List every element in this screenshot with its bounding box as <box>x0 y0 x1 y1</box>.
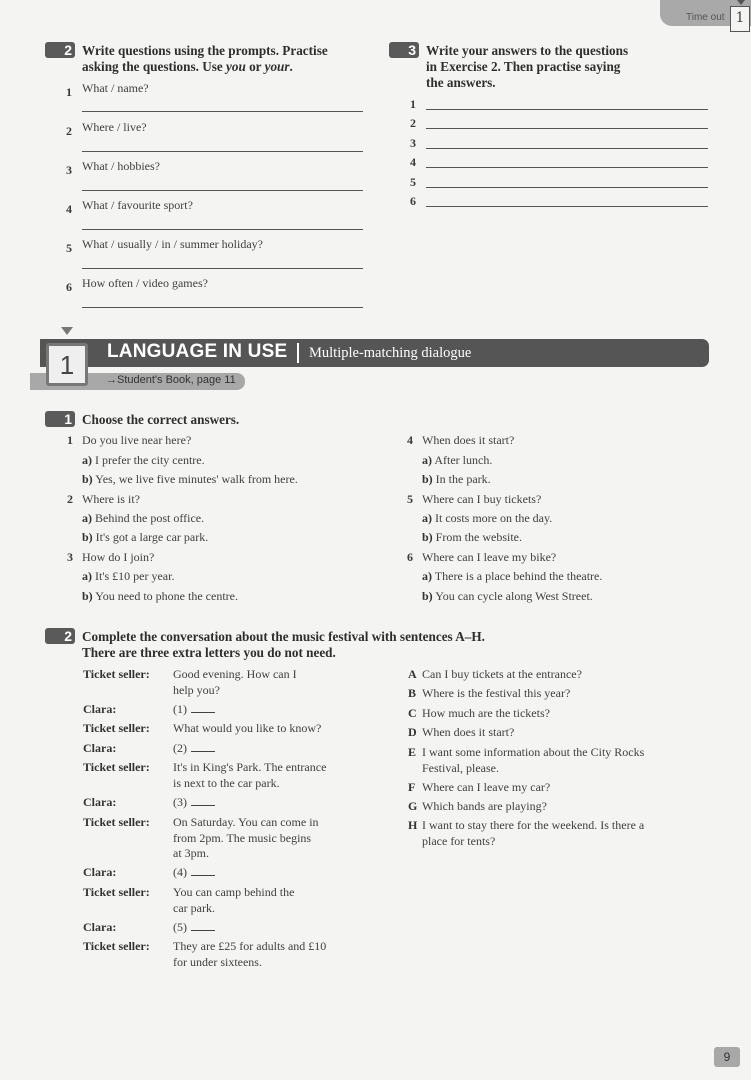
line-text: On Saturday. You can come in <box>173 815 319 829</box>
speaker-label: Clara: <box>83 702 117 716</box>
option-label: b) <box>422 472 433 486</box>
item-number: 4 <box>66 202 72 216</box>
dialogue-gap[interactable] <box>173 795 215 811</box>
answer-line[interactable] <box>82 190 363 191</box>
list-item <box>66 237 263 256</box>
option-a[interactable] <box>422 511 552 526</box>
answer-line[interactable] <box>426 187 708 188</box>
answer-line[interactable] <box>82 111 363 112</box>
answer-line[interactable] <box>82 307 363 308</box>
question-text: When does it start? <box>422 433 515 447</box>
item-prompt: What / hobbies? <box>82 159 160 173</box>
option-b[interactable] <box>82 472 298 487</box>
exercise-title: Choose the correct answers. <box>82 412 240 427</box>
sentence-text <box>422 745 644 776</box>
speaker-label: Ticket seller: <box>83 760 150 774</box>
option-label: b) <box>82 472 93 486</box>
tab-arrow-icon <box>737 0 745 5</box>
dialogue-line <box>173 815 319 862</box>
dialogue-line: What would you like to know? <box>173 721 322 735</box>
answer-line[interactable] <box>82 268 363 269</box>
speaker-label: Clara: <box>83 865 117 879</box>
sentence-letter: H <box>408 818 418 832</box>
list-item <box>66 120 147 139</box>
option-text: Yes, we live five minutes' walk from here. <box>95 472 298 486</box>
option-a[interactable] <box>422 569 602 584</box>
line-text: Festival, please. <box>422 760 499 775</box>
question-text: Where can I buy tickets? <box>422 492 542 506</box>
dialogue-line <box>173 939 326 970</box>
title-divider <box>297 343 299 363</box>
answer-line[interactable] <box>426 148 708 149</box>
list-item <box>66 159 160 178</box>
list-item <box>66 276 208 295</box>
sentence-letter: D <box>408 725 417 739</box>
answer-number: 3 <box>410 136 416 150</box>
speaker-label: Clara: <box>83 741 117 755</box>
option-label: b) <box>422 530 433 544</box>
sentence-text: When does it start? <box>422 725 515 739</box>
question-text: How do I join? <box>82 550 155 564</box>
item-number: 3 <box>66 163 72 177</box>
question-text: Do you live near here? <box>82 433 192 447</box>
gap-number: (2) <box>173 741 187 755</box>
speaker-label: Ticket seller: <box>83 885 150 899</box>
title-text: or <box>245 59 265 74</box>
option-text: There is a place behind the theatre. <box>434 569 603 583</box>
exercise-title <box>82 43 382 75</box>
sentence-letter: B <box>408 686 417 700</box>
title-text: the answers. <box>426 75 496 90</box>
dialogue-gap[interactable] <box>173 920 215 936</box>
title-text: Write questions using the prompts. Practise <box>82 43 328 58</box>
question-number: 5 <box>407 492 413 506</box>
question-number: 2 <box>67 492 73 506</box>
dialogue-gap[interactable] <box>173 865 215 881</box>
item-prompt: How often / video games? <box>82 276 208 290</box>
sentence-letter: C <box>408 706 417 720</box>
speaker-label: Clara: <box>83 920 117 934</box>
exercise-number-badge: 2 <box>45 628 75 644</box>
line-text: car park. <box>173 900 215 915</box>
option-b[interactable] <box>422 472 491 487</box>
dialogue-line <box>173 760 326 791</box>
answer-number: 4 <box>410 155 416 169</box>
question-number: 6 <box>407 550 413 564</box>
option-a[interactable] <box>422 453 492 468</box>
item-number: 5 <box>66 241 72 255</box>
gap-number: (3) <box>173 795 187 809</box>
sentence-letter: E <box>408 745 417 759</box>
option-b[interactable] <box>82 530 208 545</box>
dialogue-line <box>173 885 294 916</box>
title-text: . <box>289 59 293 74</box>
sentence-text: Where can I leave my car? <box>422 780 551 794</box>
option-text: You need to phone the centre. <box>95 589 238 603</box>
answer-number: 2 <box>410 116 416 130</box>
title-emphasis: your <box>264 59 290 74</box>
item-prompt: What / name? <box>82 81 149 95</box>
speaker-label: Ticket seller: <box>83 815 150 829</box>
speaker-label: Ticket seller: <box>83 721 150 735</box>
item-number: 6 <box>66 280 72 294</box>
speaker-label: Clara: <box>83 795 117 809</box>
option-label: a) <box>422 569 432 583</box>
item-number: 1 <box>66 85 72 99</box>
line-text: from 2pm. The music begins <box>173 830 312 845</box>
title-emphasis: you <box>226 59 246 74</box>
sentence-letter: A <box>408 667 417 681</box>
dialogue-gap[interactable] <box>173 702 215 718</box>
option-label: a) <box>422 511 432 525</box>
unit-subtitle: Multiple-matching dialogue <box>309 345 472 361</box>
line-text: I want some information about the City Rocks <box>422 745 645 759</box>
line-text: for under sixteens. <box>173 954 262 969</box>
gap-blank[interactable] <box>191 867 215 876</box>
answer-number: 5 <box>410 175 416 189</box>
line-text: They are £25 for adults and £10 <box>173 939 327 953</box>
option-label: a) <box>82 569 92 583</box>
title-text: Complete the conversation about the music festival with sentences A–H. <box>82 629 485 644</box>
option-text: I prefer the city centre. <box>95 453 205 467</box>
list-item <box>66 198 193 217</box>
answer-line[interactable] <box>82 151 363 152</box>
answer-number: 1 <box>410 97 416 111</box>
sentence-letter: F <box>408 780 416 794</box>
option-label: b) <box>422 589 433 603</box>
line-text: Good evening. How can I <box>173 667 297 681</box>
line-text: It's in King's Park. The entrance <box>173 760 327 774</box>
section-tab-number: 1 <box>730 6 750 32</box>
item-prompt: Where / live? <box>82 120 147 134</box>
option-label: a) <box>82 453 92 467</box>
gap-number: (5) <box>173 920 187 934</box>
page-number: 9 <box>714 1047 740 1067</box>
question-text: Where can I leave my bike? <box>422 550 557 564</box>
option-text: After lunch. <box>434 453 493 467</box>
option-text: It's got a large car park. <box>95 530 209 544</box>
students-book-reference[interactable]: →Student's Book, page 11 <box>106 374 236 386</box>
list-item <box>66 81 149 100</box>
gap-blank[interactable] <box>191 743 215 752</box>
sentence-text: How much are the tickets? <box>422 706 550 720</box>
unit-number: 1 <box>46 343 88 386</box>
option-text: From the website. <box>435 530 522 544</box>
option-label: a) <box>422 453 432 467</box>
option-b[interactable] <box>422 530 522 545</box>
question-number: 3 <box>67 550 73 564</box>
line-text: I want to stay there for the weekend. Is there a <box>422 818 645 832</box>
sentence-text: Can I buy tickets at the entrance? <box>422 667 582 681</box>
speaker-label: Ticket seller: <box>83 667 150 681</box>
title-text: in Exercise 2. Then practise saying <box>426 59 621 74</box>
option-a[interactable] <box>82 511 204 526</box>
option-label: a) <box>82 511 92 525</box>
exercise-title <box>426 43 706 91</box>
gap-blank[interactable] <box>191 797 215 806</box>
line-text: place for tents? <box>422 833 496 848</box>
gap-number: (1) <box>173 702 187 716</box>
sentence-text: Which bands are playing? <box>422 799 547 813</box>
exercise-number-badge: 3 <box>389 42 419 58</box>
exercise-number-badge: 1 <box>45 411 75 427</box>
option-b[interactable] <box>82 589 238 604</box>
speaker-label: Ticket seller: <box>83 939 150 953</box>
option-text: It costs more on the day. <box>435 511 553 525</box>
line-text: help you? <box>173 682 220 697</box>
option-b[interactable] <box>422 589 593 604</box>
down-arrow-icon <box>61 327 73 335</box>
answer-line[interactable] <box>82 229 363 230</box>
question-text: Where is it? <box>82 492 140 506</box>
exercise-number-badge: 2 <box>45 42 75 58</box>
exercise-title <box>82 629 722 661</box>
section-tab-label: Time out <box>686 12 725 23</box>
question-number: 4 <box>407 433 413 447</box>
answer-line[interactable] <box>426 206 708 207</box>
title-text: asking the questions. Use <box>82 59 226 74</box>
answer-line[interactable] <box>426 128 708 129</box>
question-number: 1 <box>67 433 73 447</box>
option-label: b) <box>82 589 93 603</box>
option-text: You can cycle along West Street. <box>435 589 593 603</box>
option-a[interactable] <box>82 453 205 468</box>
option-a[interactable] <box>82 569 174 584</box>
dialogue-line <box>173 667 297 698</box>
title-text: Write your answers to the questions <box>426 43 629 58</box>
option-text: It's £10 per year. <box>95 569 175 583</box>
title-text: There are three extra letters you do not need. <box>82 645 336 660</box>
unit-title: LANGUAGE IN USE <box>107 341 288 362</box>
sentence-text: Where is the festival this year? <box>422 686 571 700</box>
sentence-text <box>422 818 644 849</box>
line-text: You can camp behind the <box>173 885 295 899</box>
gap-blank[interactable] <box>191 922 215 931</box>
item-prompt: What / favourite sport? <box>82 198 193 212</box>
option-text: Behind the post office. <box>95 511 205 525</box>
answer-line[interactable] <box>426 109 708 110</box>
gap-number: (4) <box>173 865 187 879</box>
item-prompt: What / usually / in / summer holiday? <box>82 237 263 251</box>
item-number: 2 <box>66 124 72 138</box>
answer-line[interactable] <box>426 167 708 168</box>
gap-blank[interactable] <box>191 704 215 713</box>
line-text: is next to the car park. <box>173 775 280 790</box>
answer-number: 6 <box>410 194 416 208</box>
dialogue-gap[interactable] <box>173 741 215 757</box>
sentence-letter: G <box>408 799 418 813</box>
option-label: b) <box>82 530 93 544</box>
line-text: at 3pm. <box>173 846 209 860</box>
option-text: In the park. <box>435 472 491 486</box>
